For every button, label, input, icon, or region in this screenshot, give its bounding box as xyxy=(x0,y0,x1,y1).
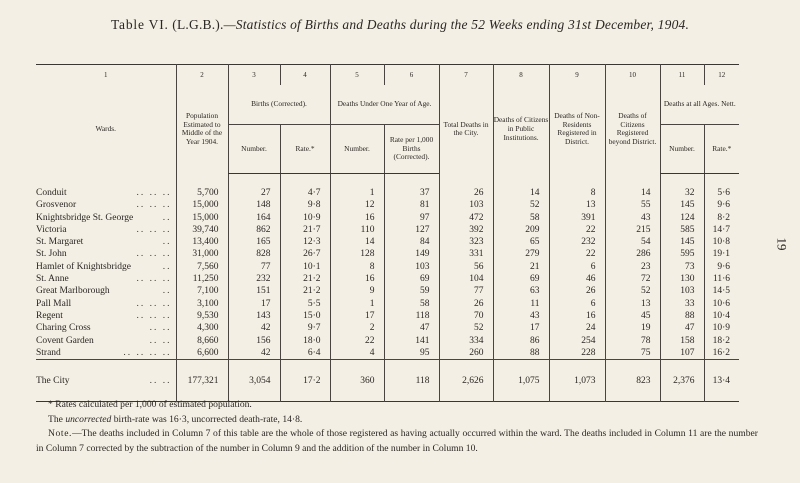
ward-name: Great Marlborough xyxy=(36,286,110,297)
col-number: 8 xyxy=(493,65,549,86)
population-cell: 31,000 xyxy=(176,248,228,260)
all-ages-rate-header: Rate.* xyxy=(704,125,739,174)
ward-cell xyxy=(36,335,176,347)
wards-header: Wards. xyxy=(95,123,117,133)
public-institutions-cell: 63 xyxy=(493,285,549,297)
births-group-header: Births (Corrected). xyxy=(228,85,330,125)
population-cell: 177,321 xyxy=(176,370,228,392)
nett-deaths-cell: 145 xyxy=(660,199,704,211)
infant-deaths-cell: 128 xyxy=(330,248,384,260)
nett-rate-cell: 8·2 xyxy=(704,212,739,224)
uncorrected-note xyxy=(36,413,758,428)
col-number: 5 xyxy=(330,65,384,86)
ward-cell xyxy=(36,310,176,322)
births-cell: 165 xyxy=(228,236,280,248)
total-deaths-cell: 334 xyxy=(439,335,493,347)
infant-rate-cell: 118 xyxy=(384,310,439,322)
ward-name: Charing Cross xyxy=(36,323,91,334)
infant-deaths-group-header: Deaths Under One Year of Age. xyxy=(330,85,439,125)
beyond-district-cell: 78 xyxy=(605,335,660,347)
birth-rate-cell: 17·2 xyxy=(280,370,330,392)
beyond-district-cell: 72 xyxy=(605,273,660,285)
infant-deaths-cell: 16 xyxy=(330,212,384,224)
public-institutions-cell: 86 xyxy=(493,335,549,347)
table-row xyxy=(36,199,739,211)
table-body xyxy=(36,174,739,402)
infant-rate-cell: 58 xyxy=(384,298,439,310)
table-row xyxy=(36,248,739,260)
nett-rate-cell: 14·5 xyxy=(704,285,739,297)
population-cell: 8,660 xyxy=(176,335,228,347)
birth-rate-cell: 15·0 xyxy=(280,310,330,322)
col-number: 7 xyxy=(439,65,493,86)
population-cell: 39,740 xyxy=(176,224,228,236)
non-residents-cell: 1,073 xyxy=(549,370,605,392)
beyond-district-cell: 55 xyxy=(605,199,660,211)
ward-cell xyxy=(36,261,176,273)
births-cell: 148 xyxy=(228,199,280,211)
nett-rate-cell: 14·7 xyxy=(704,224,739,236)
total-deaths-cell: 70 xyxy=(439,310,493,322)
total-deaths-cell: 260 xyxy=(439,347,493,360)
ward-cell xyxy=(36,199,176,211)
table-row xyxy=(36,273,739,285)
total-deaths-cell: 52 xyxy=(439,322,493,334)
ward-cell xyxy=(36,224,176,236)
beyond-district-cell: 19 xyxy=(605,322,660,334)
col-number: 2 xyxy=(176,65,228,86)
leader-dots: .. xyxy=(162,261,172,272)
infant-number-header: Number. xyxy=(330,125,384,174)
beyond-district-header: Deaths of Citizens Registered beyond District. xyxy=(605,85,660,174)
statistics-table xyxy=(36,64,739,402)
non-residents-cell: 46 xyxy=(549,273,605,285)
leader-dots: .. .. .. xyxy=(136,298,172,309)
spacer-row xyxy=(36,174,739,188)
infant-deaths-cell: 4 xyxy=(330,347,384,360)
infant-deaths-cell: 110 xyxy=(330,224,384,236)
beyond-district-cell: 13 xyxy=(605,298,660,310)
notes xyxy=(36,398,758,456)
ward-cell xyxy=(36,248,176,260)
col-number: 10 xyxy=(605,65,660,86)
nett-deaths-cell: 107 xyxy=(660,347,704,360)
ward-cell xyxy=(36,347,176,360)
table-title xyxy=(0,17,800,33)
nett-deaths-cell: 33 xyxy=(660,298,704,310)
infant-rate-cell: 149 xyxy=(384,248,439,260)
infant-rate-cell: 127 xyxy=(384,224,439,236)
non-residents-cell: 6 xyxy=(549,261,605,273)
col-number: 4 xyxy=(280,65,330,86)
col-number: 11 xyxy=(660,65,704,86)
ward-name: St. Anne xyxy=(36,274,69,285)
population-header: Population Estimated to Middle of the Year 1904. xyxy=(176,85,228,174)
table-row xyxy=(36,347,739,360)
birth-rate-cell: 5·5 xyxy=(280,298,330,310)
non-residents-cell: 22 xyxy=(549,248,605,260)
public-institutions-cell: 88 xyxy=(493,347,549,360)
population-cell: 13,400 xyxy=(176,236,228,248)
infant-rate-cell: 95 xyxy=(384,347,439,360)
births-cell: 828 xyxy=(228,248,280,260)
birth-rate-cell: 6·4 xyxy=(280,347,330,360)
nett-deaths-cell: 585 xyxy=(660,224,704,236)
infant-rate-cell: 81 xyxy=(384,199,439,211)
infant-deaths-cell: 360 xyxy=(330,370,384,392)
col-number: 3 xyxy=(228,65,280,86)
beyond-district-cell: 286 xyxy=(605,248,660,260)
births-cell: 77 xyxy=(228,261,280,273)
beyond-district-cell: 52 xyxy=(605,285,660,297)
population-cell: 15,000 xyxy=(176,199,228,211)
infant-rate-cell: 37 xyxy=(384,187,439,199)
total-deaths-cell: 56 xyxy=(439,261,493,273)
public-institutions-cell: 65 xyxy=(493,236,549,248)
ward-name: Covent Garden xyxy=(36,335,94,346)
nett-rate-cell: 13·4 xyxy=(704,370,739,392)
infant-rate-cell: 47 xyxy=(384,322,439,334)
beyond-district-cell: 215 xyxy=(605,224,660,236)
public-institutions-cell: 11 xyxy=(493,298,549,310)
nett-rate-cell: 19·1 xyxy=(704,248,739,260)
nett-deaths-cell: 47 xyxy=(660,322,704,334)
infant-rate-cell: 118 xyxy=(384,370,439,392)
ward-name: Grosvenor xyxy=(36,200,77,211)
ward-cell xyxy=(36,285,176,297)
infant-deaths-cell: 16 xyxy=(330,273,384,285)
non-residents-cell: 26 xyxy=(549,285,605,297)
note-label: Note. xyxy=(48,428,73,439)
table-row xyxy=(36,310,739,322)
page-number: 19 xyxy=(774,237,790,251)
population-cell: 9,530 xyxy=(176,310,228,322)
total-deaths-cell: 26 xyxy=(439,298,493,310)
public-institutions-cell: 21 xyxy=(493,261,549,273)
nett-rate-cell: 11·6 xyxy=(704,273,739,285)
header-row-groups xyxy=(36,85,739,125)
table-row xyxy=(36,298,739,310)
births-cell: 143 xyxy=(228,310,280,322)
leader-dots: .. .. xyxy=(149,376,172,387)
table-label: Table VI. xyxy=(110,17,169,32)
births-cell: 42 xyxy=(228,347,280,360)
nett-rate-cell: 16·2 xyxy=(704,347,739,360)
infant-deaths-cell: 2 xyxy=(330,322,384,334)
infant-deaths-cell: 14 xyxy=(330,236,384,248)
population-cell: 7,560 xyxy=(176,261,228,273)
leader-dots: .. .. .. xyxy=(136,274,172,285)
column-note xyxy=(36,427,758,456)
column-number-row xyxy=(36,65,739,86)
ward-name: The City xyxy=(36,376,70,387)
leader-dots: .. xyxy=(162,212,172,223)
leader-dots: .. .. .. xyxy=(136,224,172,235)
leader-dots: .. .. .. .. xyxy=(123,347,172,358)
total-deaths-cell: 472 xyxy=(439,212,493,224)
ward-name: St. Margaret xyxy=(36,237,84,248)
beyond-district-cell: 823 xyxy=(605,370,660,392)
uncorrected-rest: birth-rate was 16·3, uncorrected death-rate, 14·8. xyxy=(111,413,303,425)
public-institutions-cell: 17 xyxy=(493,322,549,334)
table-header xyxy=(36,65,739,174)
all-ages-number-header: Number. xyxy=(660,125,704,174)
births-rate-header: Rate.* xyxy=(280,125,330,174)
ward-cell xyxy=(36,187,176,199)
table-row xyxy=(36,261,739,273)
total-deaths-cell: 2,626 xyxy=(439,370,493,392)
infant-deaths-cell: 22 xyxy=(330,335,384,347)
ward-name: Knightsbridge St. George xyxy=(36,212,134,223)
non-residents-cell: 8 xyxy=(549,187,605,199)
infant-deaths-cell: 1 xyxy=(330,298,384,310)
nett-rate-cell: 10·9 xyxy=(704,322,739,334)
public-institutions-cell: 43 xyxy=(493,310,549,322)
non-residents-cell: 391 xyxy=(549,212,605,224)
public-institutions-cell: 69 xyxy=(493,273,549,285)
infant-rate-cell: 69 xyxy=(384,273,439,285)
nett-rate-cell: 10·8 xyxy=(704,236,739,248)
infant-rate-cell: 84 xyxy=(384,236,439,248)
public-institutions-cell: 58 xyxy=(493,212,549,224)
infant-deaths-cell: 9 xyxy=(330,285,384,297)
total-deaths-cell: 104 xyxy=(439,273,493,285)
birth-rate-cell: 10·1 xyxy=(280,261,330,273)
public-institutions-cell: 279 xyxy=(493,248,549,260)
nett-deaths-cell: 73 xyxy=(660,261,704,273)
ward-cell xyxy=(36,236,176,248)
births-cell: 3,054 xyxy=(228,370,280,392)
gap-row xyxy=(36,360,739,371)
col-number: 6 xyxy=(384,65,439,86)
infant-deaths-cell: 1 xyxy=(330,187,384,199)
nett-rate-cell: 10·6 xyxy=(704,298,739,310)
non-residents-cell: 13 xyxy=(549,199,605,211)
table-row xyxy=(36,212,739,224)
birth-rate-cell: 10·9 xyxy=(280,212,330,224)
col-number: 12 xyxy=(704,65,739,86)
nett-rate-cell: 9·6 xyxy=(704,261,739,273)
total-deaths-cell: 392 xyxy=(439,224,493,236)
ward-cell xyxy=(36,322,176,334)
table-row xyxy=(36,187,739,199)
table-row xyxy=(36,335,739,347)
nett-deaths-cell: 595 xyxy=(660,248,704,260)
table-row xyxy=(36,322,739,334)
population-cell: 3,100 xyxy=(176,298,228,310)
birth-rate-cell: 9·7 xyxy=(280,322,330,334)
footnote: * Rates calculated per 1,000 of estimated population. xyxy=(48,399,252,410)
ward-cell xyxy=(36,273,176,285)
non-residents-header: Deaths of Non-Residents Registered in District. xyxy=(549,85,605,174)
infant-rate-cell: 141 xyxy=(384,335,439,347)
births-cell: 164 xyxy=(228,212,280,224)
non-residents-cell: 254 xyxy=(549,335,605,347)
public-institutions-header: Deaths of Citizens in Public Institutions. xyxy=(493,85,549,174)
table-row xyxy=(36,224,739,236)
beyond-district-cell: 23 xyxy=(605,261,660,273)
ward-cell xyxy=(36,298,176,310)
infant-deaths-cell: 8 xyxy=(330,261,384,273)
nett-deaths-cell: 2,376 xyxy=(660,370,704,392)
beyond-district-cell: 14 xyxy=(605,187,660,199)
population-cell: 15,000 xyxy=(176,212,228,224)
ward-name: Conduit xyxy=(36,188,67,198)
population-cell: 5,700 xyxy=(176,187,228,199)
nett-deaths-cell: 145 xyxy=(660,236,704,248)
total-deaths-cell: 331 xyxy=(439,248,493,260)
nett-rate-cell: 10·4 xyxy=(704,310,739,322)
births-cell: 862 xyxy=(228,224,280,236)
infant-rate-cell: 59 xyxy=(384,285,439,297)
beyond-district-cell: 45 xyxy=(605,310,660,322)
table-description: —Statistics of Births and Deaths during the 52 Weeks ending 31st December, 1904. xyxy=(223,17,690,32)
leader-dots: .. .. .. xyxy=(136,188,172,198)
leader-dots: .. .. .. xyxy=(136,200,172,211)
population-cell: 4,300 xyxy=(176,322,228,334)
births-cell: 156 xyxy=(228,335,280,347)
public-institutions-cell: 52 xyxy=(493,199,549,211)
ward-name: Regent xyxy=(36,310,63,321)
infant-deaths-cell: 17 xyxy=(330,310,384,322)
beyond-district-cell: 75 xyxy=(605,347,660,360)
birth-rate-cell: 21·2 xyxy=(280,273,330,285)
ward-name: Hamlet of Knightsbridge xyxy=(36,261,131,272)
beyond-district-cell: 43 xyxy=(605,212,660,224)
nett-rate-cell: 9·6 xyxy=(704,199,739,211)
table-row xyxy=(36,236,739,248)
infant-rate-cell: 103 xyxy=(384,261,439,273)
births-cell: 42 xyxy=(228,322,280,334)
leader-dots: .. .. xyxy=(149,335,172,346)
leader-dots: .. xyxy=(162,286,172,297)
uncorrected-prefix: The xyxy=(48,413,66,425)
births-cell: 151 xyxy=(228,285,280,297)
non-residents-cell: 24 xyxy=(549,322,605,334)
birth-rate-cell: 18·0 xyxy=(280,335,330,347)
leader-dots: .. .. xyxy=(149,323,172,334)
ward-cell xyxy=(36,212,176,224)
ward-name: St. John xyxy=(36,249,67,260)
nett-deaths-cell: 103 xyxy=(660,285,704,297)
uncorrected-word: uncorrected xyxy=(65,413,112,425)
table-row xyxy=(36,285,739,297)
births-cell: 27 xyxy=(228,187,280,199)
total-deaths-cell: 77 xyxy=(439,285,493,297)
birth-rate-cell: 9·8 xyxy=(280,199,330,211)
nett-rate-cell: 18·2 xyxy=(704,335,739,347)
total-deaths-cell: 103 xyxy=(439,199,493,211)
col-number: 1 xyxy=(104,70,108,79)
beyond-district-cell: 54 xyxy=(605,236,660,248)
total-deaths-cell: 26 xyxy=(439,187,493,199)
nett-deaths-cell: 130 xyxy=(660,273,704,285)
births-cell: 232 xyxy=(228,273,280,285)
total-deaths-cell: 323 xyxy=(439,236,493,248)
nett-rate-cell: 5·6 xyxy=(704,187,739,199)
public-institutions-cell: 209 xyxy=(493,224,549,236)
table-org: (L.G.B.). xyxy=(172,17,224,32)
ward-name: Strand xyxy=(36,347,61,358)
col-number: 9 xyxy=(549,65,605,86)
note-text: —The deaths included in Column 7 of this table are the whole of those registered as having actually occurred within the ward. The deaths included in Column 11 are the number in Column 7 corrected by the subtraction of the number in Column 9 and the addition of the number in Column 10. xyxy=(36,428,758,454)
infant-rate-header: Rate per 1,000 Births (Corrected). xyxy=(384,125,439,174)
ward-name: Pall Mall xyxy=(36,298,72,309)
non-residents-cell: 22 xyxy=(549,224,605,236)
infant-rate-cell: 97 xyxy=(384,212,439,224)
births-number-header: Number. xyxy=(228,125,280,174)
nett-deaths-cell: 88 xyxy=(660,310,704,322)
population-cell: 7,100 xyxy=(176,285,228,297)
birth-rate-cell: 21·7 xyxy=(280,224,330,236)
all-ages-group-header: Deaths at all Ages. Nett. xyxy=(660,85,739,125)
nett-deaths-cell: 124 xyxy=(660,212,704,224)
births-cell: 17 xyxy=(228,298,280,310)
ward-cell xyxy=(36,370,176,392)
birth-rate-cell: 21·2 xyxy=(280,285,330,297)
population-cell: 11,250 xyxy=(176,273,228,285)
leader-dots: .. .. .. xyxy=(136,249,172,260)
public-institutions-cell: 1,075 xyxy=(493,370,549,392)
total-deaths-header: Total Deaths in the City. xyxy=(439,85,493,174)
birth-rate-cell: 12·3 xyxy=(280,236,330,248)
non-residents-cell: 6 xyxy=(549,298,605,310)
population-cell: 6,600 xyxy=(176,347,228,360)
leader-dots: .. .. .. xyxy=(136,310,172,321)
ward-name: Victoria xyxy=(36,224,67,235)
birth-rate-cell: 4·7 xyxy=(280,187,330,199)
infant-deaths-cell: 12 xyxy=(330,199,384,211)
nett-deaths-cell: 158 xyxy=(660,335,704,347)
nett-deaths-cell: 32 xyxy=(660,187,704,199)
total-row xyxy=(36,370,739,392)
leader-dots: .. xyxy=(162,237,172,248)
non-residents-cell: 232 xyxy=(549,236,605,248)
non-residents-cell: 16 xyxy=(549,310,605,322)
birth-rate-cell: 26·7 xyxy=(280,248,330,260)
public-institutions-cell: 14 xyxy=(493,187,549,199)
non-residents-cell: 228 xyxy=(549,347,605,360)
